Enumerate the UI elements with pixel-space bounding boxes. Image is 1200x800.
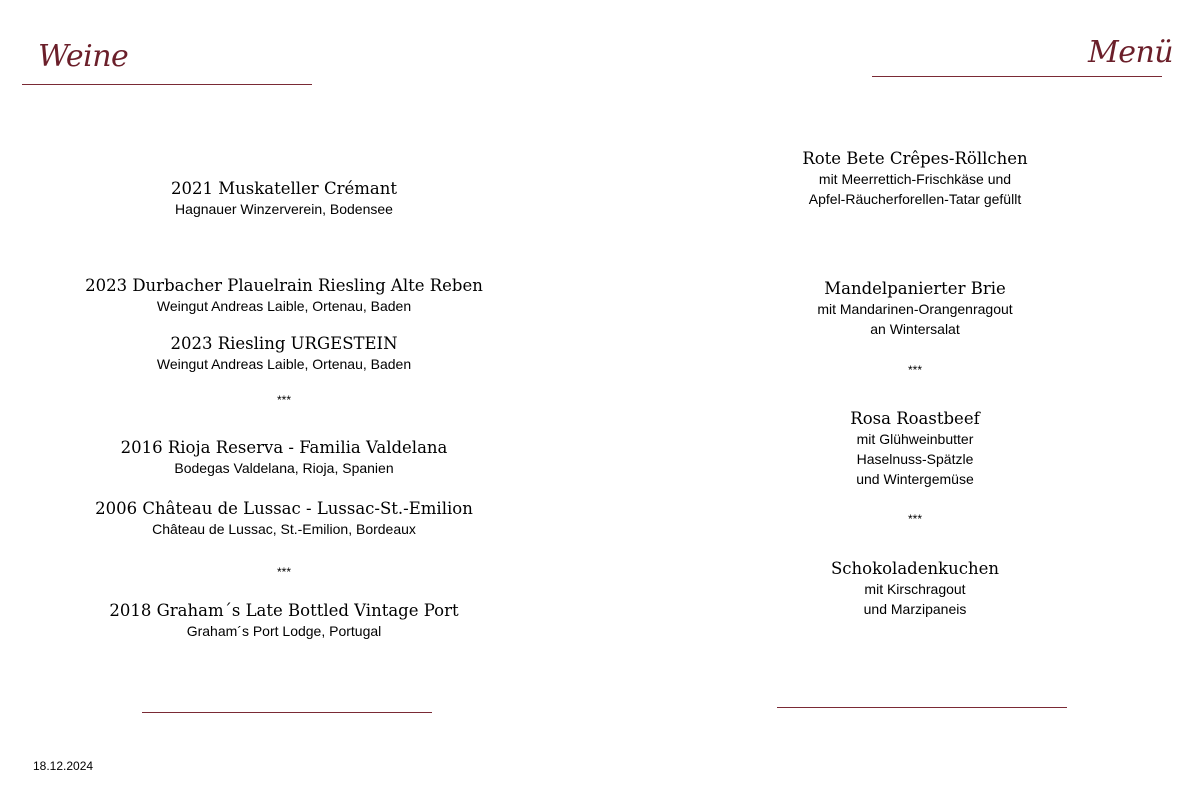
wine-item-4	[84, 438, 484, 478]
course-line: mit Mandarinen-Orangenragout	[817, 301, 1013, 317]
wine-bottom-rule	[142, 712, 432, 713]
menu-separator: ***	[907, 363, 922, 377]
menu-separator: ***	[907, 512, 922, 526]
course-line: an Wintersalat	[870, 321, 960, 337]
course-line: mit Kirschragout	[864, 581, 966, 597]
wine-producer: Weingut Andreas Laible, Ortenau, Baden	[156, 298, 412, 314]
course-item-4	[715, 559, 1115, 619]
course-name: Schokoladenkuchen	[831, 559, 999, 578]
wine-producer: Bodegas Valdelana, Rioja, Spanien	[174, 460, 394, 476]
course-line: Haselnuss-Spätzle	[856, 451, 974, 467]
wine-producer: Château de Lussac, St.-Emilion, Bordeaux	[152, 521, 416, 537]
wine-separator: ***	[276, 565, 291, 579]
date-label: 18.12.2024	[33, 759, 94, 773]
course-line: Apfel-Räucherforellen-Tatar gefüllt	[808, 191, 1022, 207]
wine-title-underline	[22, 84, 312, 85]
wine-item-1	[84, 179, 484, 219]
wine-name: 2016 Rioja Reserva - Familia Valdelana	[120, 438, 448, 457]
course-item-1	[715, 149, 1115, 209]
wine-title: Weine	[38, 39, 129, 74]
wine-name: 2018 Graham´s Late Bottled Vintage Port	[109, 601, 459, 620]
wine-producer: Weingut Andreas Laible, Ortenau, Baden	[156, 356, 412, 372]
course-line: und Wintergemüse	[856, 471, 974, 487]
course-line: mit Glühweinbutter	[856, 431, 974, 447]
wine-name: 2006 Château de Lussac - Lussac-St.-Emilion	[95, 499, 473, 518]
wine-separator: ***	[276, 393, 291, 407]
wine-item-2	[84, 276, 484, 316]
wine-item-6	[84, 601, 484, 641]
wine-item-5	[84, 499, 484, 539]
wine-name: 2021 Muskateller Crémant	[171, 179, 397, 198]
course-line: und Marzipaneis	[863, 601, 967, 617]
menu-title-underline	[872, 76, 1162, 77]
wine-producer: Graham´s Port Lodge, Portugal	[186, 623, 382, 639]
wine-name: 2023 Durbacher Plauelrain Riesling Alte Reben	[85, 276, 483, 295]
course-item-3	[715, 409, 1115, 489]
menu-title: Menü	[1088, 35, 1174, 70]
course-name: Mandelpanierter Brie	[824, 279, 1006, 298]
menu-bottom-rule	[777, 707, 1067, 708]
course-name: Rosa Roastbeef	[850, 409, 980, 428]
course-item-2	[715, 279, 1115, 339]
course-name: Rote Bete Crêpes-Röllchen	[802, 149, 1028, 168]
wine-producer: Hagnauer Winzerverein, Bodensee	[175, 201, 393, 217]
wine-name: 2023 Riesling URGESTEIN	[170, 334, 398, 353]
course-line: mit Meerrettich-Frischkäse und	[818, 171, 1012, 187]
wine-item-3	[84, 334, 484, 374]
